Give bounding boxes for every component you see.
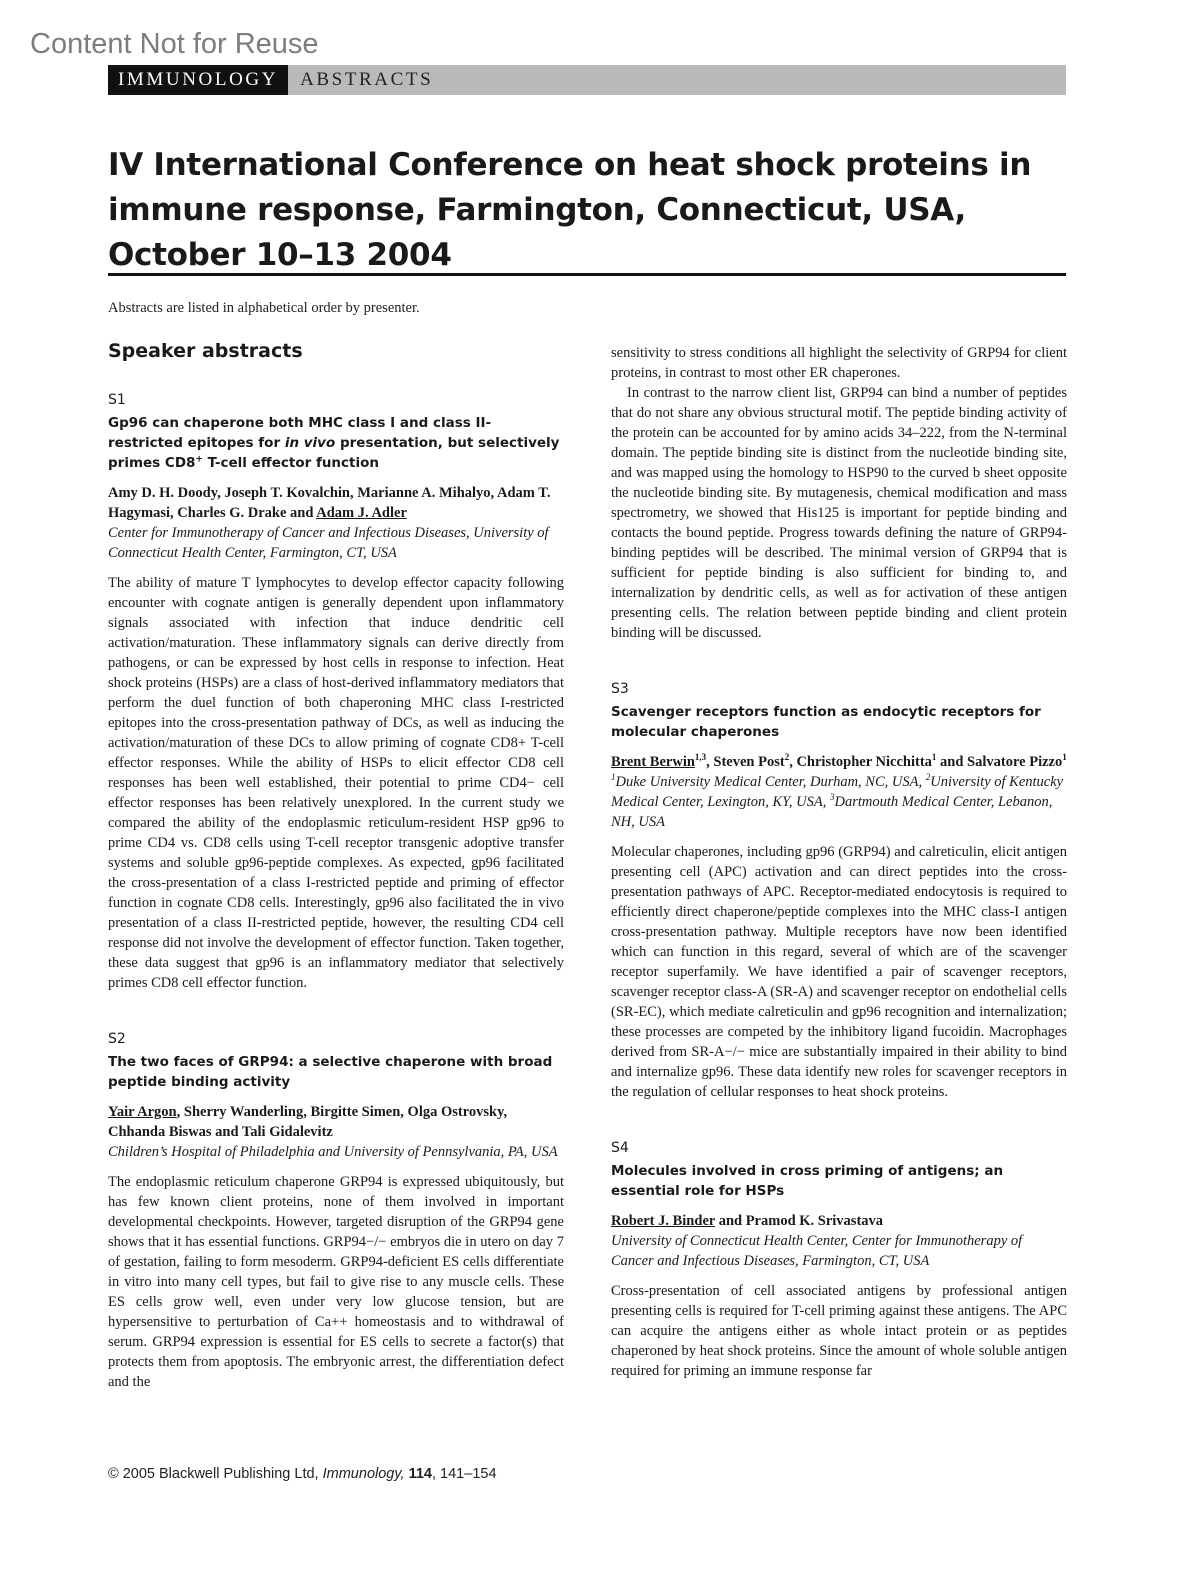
abstract-body: Cross-presentation of cell associated antigens by professional antigen presenting cells is required for T-cell priming against these antigens. The APC can acquire the antigens either as whole intact protein or as peptides chaperoned by heat shock proteins. Since the amount of whole soluble antigen required for priming an immune response far: [611, 1283, 1067, 1379]
abstract-title: The two faces of GRP94: a selective chaperone with broad peptide binding activity: [108, 1054, 553, 1090]
abstract-id: S4: [611, 1140, 629, 1156]
page-title: IV International Conference on heat shock proteins in immune response, Farmington, Connecticut, USA, October 10–13 2004: [108, 147, 1032, 273]
title-rule: [108, 273, 1066, 276]
journal-header-band: [108, 65, 1066, 95]
right-column: [611, 343, 1067, 1381]
presenter-name: Adam J. Adler: [316, 505, 407, 521]
abstract-authors: Brent Berwin$^{1,3}$, Steven Post$^2$, Christopher Nicchitta$^1$ and Salvatore Pizzo$^1$: [611, 752, 1067, 770]
abstract-s2: [108, 1029, 564, 1392]
abstract-body: The endoplasmic reticulum chaperone GRP94 is expressed ubiquitously, but has few known client proteins, none of them involved in important developmental checkpoints. However, targeted disruption of the GRP94 gene shows that it has essential functions. GRP94−/− embryos die in utero on day 7 of gestation, failing to form mesoderm. GRP94-deficient ES cells differentiate in vitro into many cell types, but fail to give rise to any muscle cells. These ES cells grow well, even under very low glucose tension, but are hypersensitive to perturbation of Ca++ homeostasis and to withdrawal of serum. GRP94 expression is essential for ES cells to secrete a factor(s) that protects them from apoptosis. The embryonic arrest, the differentiation defect and the: [108, 1174, 564, 1390]
abstract-id: S2: [108, 1031, 126, 1047]
section-heading: Speaker abstracts: [108, 340, 303, 362]
abstract-id: S1: [108, 392, 126, 408]
presenter-name: Robert J. Binder: [611, 1213, 716, 1229]
abstract-affiliation: $^1$Duke University Medical Center, Durham, NC, USA, $^2$University of Kentucky Medical Center, Lexington, KY, USA, $^3$Dartmouth Medical Center, Lebanon, NH, USA: [611, 772, 1064, 830]
abstract-affiliation: University of Connecticut Health Center, Center for Immunotherapy of Cancer and Infectious Diseases, Farmington, CT, USA: [611, 1233, 1023, 1269]
page-footer: © 2005 Blackwell Publishing Ltd, Immunology, 114, 141–154: [108, 1466, 497, 1482]
section-label: ABSTRACTS: [300, 69, 434, 90]
presenter-name: Brent Berwin: [611, 754, 695, 770]
abstract-title: Scavenger receptors function as endocytic receptors for molecular chaperones: [611, 704, 1041, 740]
abstract-s1: [108, 390, 564, 993]
left-column: [108, 340, 564, 1392]
abstract-authors: Robert J. Binder and Pramod K. Srivastava: [611, 1213, 884, 1229]
abstract-affiliation: Center for Immunotherapy of Cancer and Infectious Diseases, University of Connecticut Health Center, Farmington, CT, USA: [108, 525, 549, 561]
watermark: Content Not for Reuse: [30, 28, 319, 60]
intro-note: Abstracts are listed in alphabetical order by presenter.: [108, 300, 420, 316]
abstract-body-continued: sensitivity to stress conditions all highlight the selectivity of GRP94 for client proteins, in contrast to most other ER chaperones. In contrast to the narrow client list, GRP94 can bind a number of peptides that do not share any obvious structural motif. The peptide binding activity of the protein can be accounted for by amino acids 34–222, from the N-terminal domain. The peptide binding site is distinct from the nucleotide binding site, and was mapped using the homology to HSP90 to the curved b sheet opposite the nucleotide binding site. By mutagenesis, chemical modification and mass spectrometry, we showed that His125 is important for peptide binding and contacts the bound peptide. Progress towards defining the nature of GRP94-binding peptides will be described. The minimal version of GRP94 that is sufficient for peptide binding is also sufficient for binding to, and internalization by dendritic cells, as well as for activation of these antigen presenting cells. The relation between peptide binding and client protein binding will be discussed.: [611, 345, 1067, 641]
abstract-s3: [611, 679, 1067, 1102]
abstract-title: Molecules involved in cross priming of antigens; an essential role for HSPs: [611, 1163, 1004, 1199]
abstract-body: The ability of mature T lymphocytes to develop effector capacity following encounter with cognate antigen is generally dependent upon inflammatory signals associated with infection that induce dendritic cell activation/maturation. These inflammatory signals can derive directly from pathogens, or can be expressed by host cells in response to infection. Heat shock proteins (HSPs) are a class of host-derived inflammatory mediators that perform the duel function of both chaperoning MHC class I-restricted epitopes into the cross-presentation pathway of DCs, as well as inducing the activation/maturation of these DCs to allow priming of cognate CD8+ T-cell effector responses. While the ability of HSPs to elicit effector CD8 cell responses has been well established, their potential to prime CD4− cell effector responses has been relatively unexplored. In the current study we compared the ability of the endoplasmic reticulum-resident HSP gp96 to prime CD4 vs. CD8 cells using T-cell receptor transgenic adoptive transfer systems and soluble gp96-peptide complexes. As expected, gp96 facilitated the cross-presentation of a class I-restricted peptide and priming of effector function in cognate CD8 cells. Interestingly, gp96 also facilitated the in vivo presentation of a class II-restricted peptide, however, the resulting CD4 cell response did not involve the development of effector function. Taken together, these data suggest that gp96 is an inflammatory mediator that selectively primes CD8 cell effector function.: [108, 575, 564, 991]
presenter-name: Yair Argon: [108, 1104, 177, 1120]
abstract-s4: [611, 1138, 1067, 1381]
abstract-authors: Amy D. H. Doody, Joseph T. Kovalchin, Marianne A. Mihalyo, Adam T. Hagymasi, Charles G. Drake and Adam J. Adler: [108, 485, 551, 521]
abstract-affiliation: Children’s Hospital of Philadelphia and University of Pennsylvania, PA, USA: [108, 1144, 558, 1160]
abstract-body: Molecular chaperones, including gp96 (GRP94) and calreticulin, elicit antigen presenting cell (APC) activation and can direct peptides into the cross-presentation pathways of APC. Receptor-mediated endocytosis is required to efficiently direct chaperone/peptide complexes into the MHC class-I antigen cross-presentation pathway. Multiple receptors have now been identified which can function in this regard, several of which are of the scavenger receptor superfamily. We have identified a pair of scavenger receptors, scavenger receptor class-A (SR-A) and scavenger receptor on endothelial cells (SR-EC), which mediate calreticulin and gp96 recognition and internalization; these processes are competed by the inhibitory ligand fucoidin. Macrophages derived from SR-A−/− mice are substantially impaired in their ability to bind and internalize gp96. These data identify new roles for scavenger receptors in the regulation of cellular responses to heat shock proteins.: [611, 844, 1067, 1100]
journal-name: IMMUNOLOGY: [108, 65, 288, 95]
abstract-id: S3: [611, 681, 629, 697]
abstract-title: Gp96 can chaperone both MHC class I and class II-restricted epitopes for in vivo presentation, but selectively primes CD8+ T-cell effector function: [108, 415, 560, 471]
abstract-authors: Yair Argon, Sherry Wanderling, Birgitte Simen, Olga Ostrovsky, Chhanda Biswas and Tali Gidalevitz: [108, 1104, 508, 1140]
